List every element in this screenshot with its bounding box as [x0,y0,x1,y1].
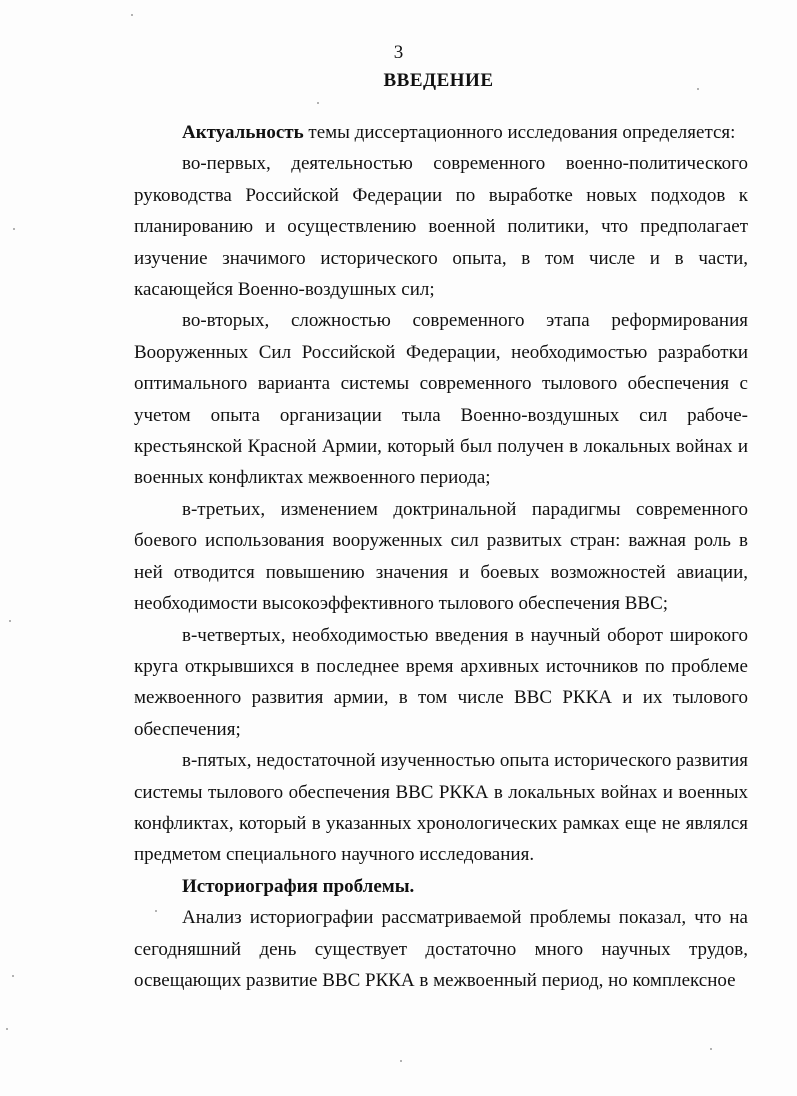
reason-paragraph-3: в-третьих, изменением доктринальной парадигмы современного боевого использования вооруженных сил развитых стран: важная роль в ней отводится повышению значения и боевых возможностей авиации, необходимости высокоэффективного тылового обеспечения ВВС; [134,498,748,615]
page-number: 3 [393,42,404,63]
scan-speck [9,620,11,622]
intro-paragraph [134,117,748,148]
historiography-paragraph: Анализ историографии рассматриваемой проблемы показал, что на сегодняшний день существует достаточно много научных трудов, освещающих развитие ВВС РККА в межвоенный период, но комплексное [134,907,748,991]
scan-speck [13,228,15,230]
reason-paragraph-5: в-пятых, недостаточной изученностью опыта исторического развития системы тылового обеспечения ВВС РККА в локальных войнах и военных конфликтах, который в указанных хронологических рамках еще не являлся предметом специального научного исследования. [134,750,748,866]
scan-speck [12,975,14,977]
historiography-title: Историография проблемы. [182,875,415,897]
scan-speck [710,1048,712,1050]
scan-speck [155,910,157,912]
reason-paragraph-4: в-четвертых, необходимостью введения в научный оборот широкого круга открывшихся в последнее время архивных источников по проблеме межвоенного развития армии, в том числе ВВС РККА и их тылового обеспечения; [134,624,748,740]
intro-rest: темы диссертационного исследования определяется: [303,122,736,143]
document-body [134,117,748,996]
intro-lead: Актуальность [182,122,304,143]
scan-speck [131,14,133,16]
scan-speck [6,1028,8,1030]
reason-paragraph-2: во-вторых, сложностью современного этапа реформирования Вооруженных Сил Российской Федерации, необходимостью разработки оптимального варианта системы современного тылового обеспечения с учетом опыта организации тыла Военно-воздушных сил рабоче-крестьянской Красной Армии, который был получен в локальных войнах и военных конфликтах межвоенного периода; [134,310,748,489]
scan-speck [400,1060,402,1062]
scan-speck [317,102,319,104]
page-title: ВВЕДЕНИЕ [383,70,494,91]
reason-paragraph-1: во-первых, деятельностью современного военно-политического руководства Российской Федерации по выработке новых подходов к планированию и осуществлению военной политики, что предполагает изучение значимого исторического опыта, в том числе и в части, касающейся Военно-воздушных сил; [134,153,748,301]
scan-speck [697,88,699,90]
